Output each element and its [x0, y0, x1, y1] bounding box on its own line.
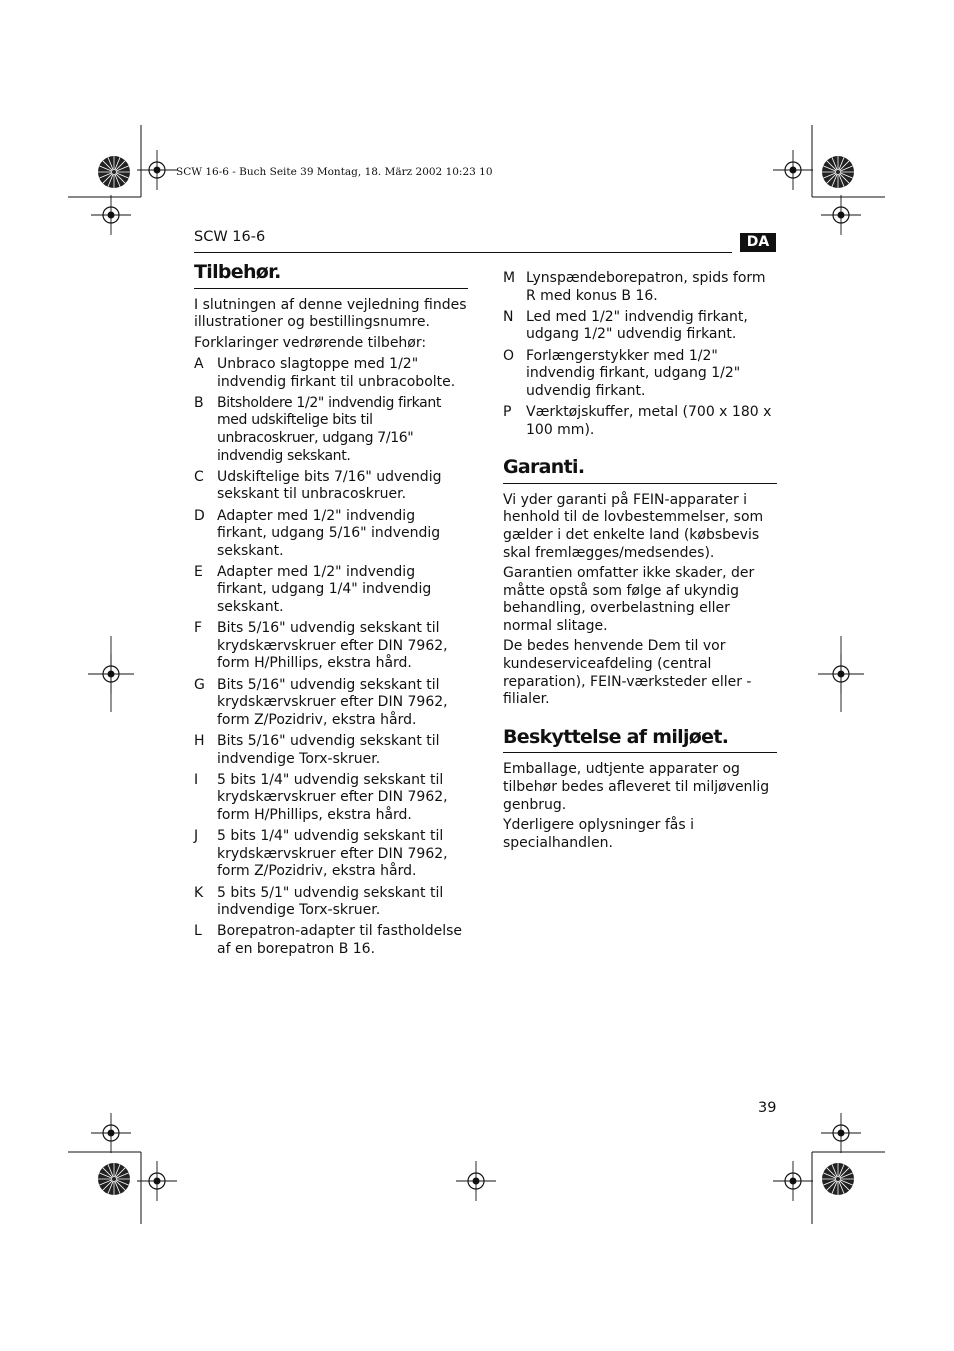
language-badge: DA [740, 233, 776, 252]
warranty-paragraph-1: Vi yder garanti på FEIN-apparater i henhold til de lovbestemmelser, som gælder i det enkelte land (købsbevis skal fremlægges/medsendes). [503, 491, 764, 561]
list-item: P Værktøjskuffer, metal (700 x 180 x 100 mm). [503, 403, 772, 438]
header-model: SCW 16-6 [194, 229, 266, 245]
section-title-warranty: Garanti. [503, 459, 777, 484]
list-item: O Forlængerstykker med 1/2" indvendig firkant, udgang 1/2" udvendig firkant. [503, 347, 741, 399]
right-column [503, 267, 777, 852]
environment-paragraph-2: Yderligere oplysninger fås i specialhandlen. [503, 817, 695, 851]
list-item: N Led med 1/2" indvendig firkant, udgang 1/2" udvendig firkant. [503, 308, 748, 343]
section-title-environment: Beskyttelse af miljøet. [503, 729, 777, 754]
list-item: J 5 bits 1/4" udvendig sekskant til krydskærvskruer efter DIN 7962, form Z/Pozidriv, ekstra hård. [194, 828, 448, 880]
header-rule [194, 252, 732, 253]
accessories-list-right [503, 270, 777, 439]
print-info-line: SCW 16-6 - Buch Seite 39 Montag, 18. März 2002 10:23 10 [176, 166, 493, 178]
list-item: H Bits 5/16" udvendig sekskant til indvendige Torx-skruer. [194, 733, 440, 767]
environment-section [503, 725, 777, 853]
accessories-list-left [194, 356, 468, 959]
accessories-intro: I slutningen af denne vejledning findes illustrationer og bestillingsnumre. [194, 296, 467, 331]
list-item: K 5 bits 5/1" udvendig sekskant til indvendige Torx-skruer. [194, 884, 444, 919]
list-item: B Bitsholdere 1/2" indvendig firkant med udskiftelige bits til unbracoskruer, udgang 7/16" indvendig sekskant. [194, 394, 442, 464]
page-number: 39 [758, 1100, 777, 1116]
list-item: C Udskiftelige bits 7/16" udvendig sekskant til unbracoskruer. [194, 468, 442, 503]
warranty-paragraph-3: De bedes henvende Dem til vor kundeserviceafdeling (central reparation), FEIN-værksteder eller -filialer. [503, 638, 752, 708]
list-item: G Bits 5/16" udvendig sekskant til krydskærvskruer efter DIN 7962, form Z/Pozidriv, ekstra hård. [194, 676, 448, 728]
list-item: E Adapter med 1/2" indvendig firkant, udgang 1/4" indvendig sekskant. [194, 563, 432, 616]
list-item: A Unbraco slagtoppe med 1/2" indvendig firkant til unbracobolte. [194, 355, 456, 390]
list-item: D Adapter med 1/2" indvendig firkant, udgang 5/16" indvendig sekskant. [194, 507, 441, 559]
section-title-accessories: Tilbehør. [194, 264, 468, 289]
list-item: L Borepatron-adapter til fastholdelse af en borepatron B 16. [194, 923, 462, 957]
warranty-paragraph-2: Garantien omfatter ikke skader, der måtte opstå som følge af ukyndig behandling, overbelastning eller normal slitage. [503, 565, 755, 634]
list-item: I 5 bits 1/4" udvendig sekskant til krydskærvskruer efter DIN 7962, form H/Phillips, ekstra hård. [194, 771, 448, 823]
warranty-section [503, 456, 777, 709]
left-column [194, 261, 468, 959]
list-item: F Bits 5/16" udvendig sekskant til krydskærvskruer efter DIN 7962, form H/Phillips, ekstra hård. [194, 620, 448, 672]
list-item: M Lynspændeborepatron, spids form R med konus B 16. [503, 270, 766, 304]
accessories-lead: Forklaringer vedrørende tilbehør: [194, 334, 427, 351]
environment-paragraph-1: Emballage, udtjente apparater og tilbehør bedes afleveret til miljøvenlig genbrug. [503, 761, 770, 813]
